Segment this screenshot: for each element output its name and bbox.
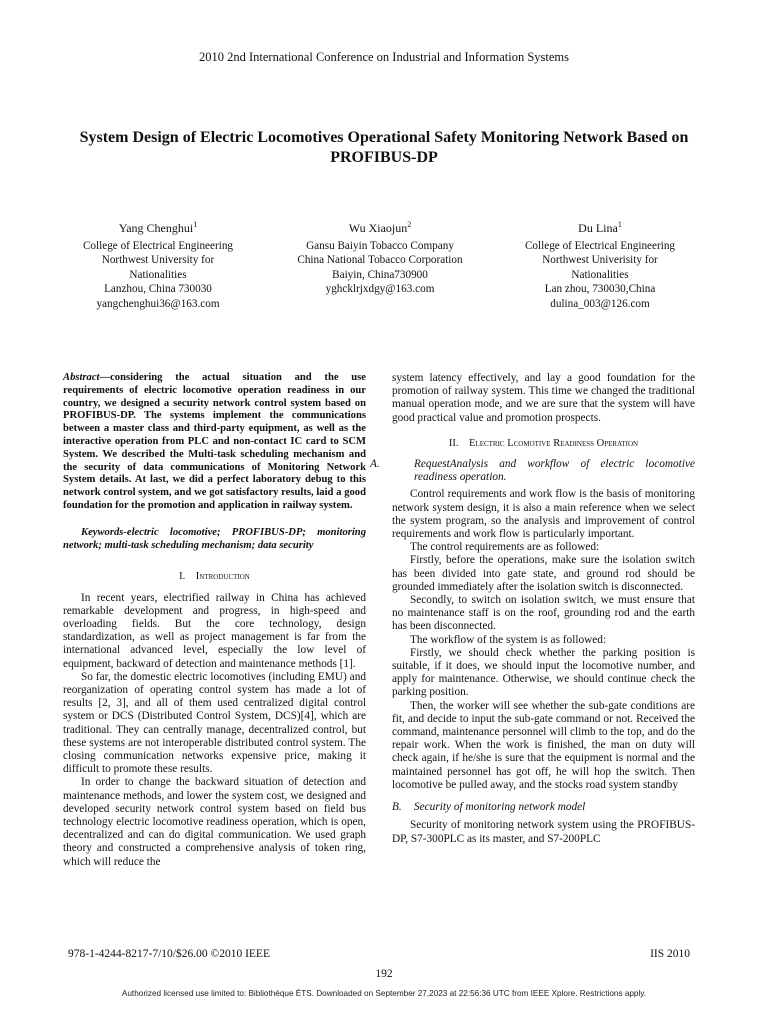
author-email: dulina_003@126.com — [550, 297, 650, 310]
author-email: yghcklrjxdgy@163.com — [325, 283, 435, 295]
abstract-text: —considering the actual situation and the use requirements of electric locomotive operation readiness in our country, we designed a security network control system based on PROFIBUS-DP. The systems implement the communications between a master class and third-party equipment, as well as the interactive operation from PLC and non-contact IC card to SCM System. We described the Multi-task scheduling mechanism and the security of data communications of Monitoring Network System details. At last, we did a perfect laboratory debug to this network control system, and we got satisfactory results, laid a good foundation for the promotion and application in railway system. — [63, 372, 366, 511]
abstract-label: Abstract — [63, 372, 100, 383]
paragraph: Control requirements and work flow is the basis of monitoring network system design, it is also a main reference when we select the system program, so the analysis and improvement of control requirements and work flow is particularly important. — [392, 488, 695, 541]
section-heading-introduction: I. Introduction — [179, 571, 250, 583]
author-name: Du Lina$^1$ — [578, 220, 622, 235]
right-column — [370, 372, 695, 846]
paragraph: In recent years, electrified railway in China has achieved remarkable development and progress, in high-speed and overloading fields. But the core technology, design standardization, as well as project management is far from the international advanced level, especially the low level of equipment, backward of detection and maintenance methods [1]. — [63, 591, 366, 670]
author-name: Yang Chenghui$^1$ — [118, 220, 198, 235]
paragraph: Firstly, we should check whether the parking position is suitable, if it does, we should input the locomotive number, and apply for maintenance. Otherwise, we should continue check the parking position. — [392, 646, 695, 699]
author-block-2 — [262, 218, 498, 297]
author-affiliation-line: Gansu Baiyin Tobacco Company — [306, 239, 454, 252]
paper-title: System Design of Electric Locomotives Operational Safety Monitoring Network Based on PROFIBUS-DP — [79, 129, 689, 166]
left-column — [63, 372, 366, 869]
paragraph: Security of monitoring network system using the PROFIBUS-DP, S7-300PLC as its master, and S7-200PLC — [392, 819, 695, 845]
keywords: Keywords-electric locomotive; PROFIBUS-DP; monitoring network; multi-task scheduling mechanism; data security — [63, 526, 366, 551]
paragraph: So far, the domestic electric locomotives (including EMU) and reorganization of operating control system has made a lot of results [2, 3], and all of them used centralized digital control system or DCS (Distributed Control System, DCS)[4], which are traditional. They can centrally manage, decentralized control, but these systems are not interoperable distributed control system. The closing communication networks expensive price, making it difficult to promote these results. — [63, 670, 366, 776]
author-name: Wu Xiaojun$^2$ — [348, 220, 412, 235]
author-address-line: Baiyin, China730900 — [332, 268, 428, 281]
paragraph: system latency effectively, and lay a good foundation for the promotion of railway system. This time we changed the traditional manual operation mode, and we are sure that the system will have good practical value and promotion prospects. — [392, 372, 695, 424]
author-block-3 — [482, 218, 718, 311]
authorized-use-notice: Authorized licensed use limited to: Bibliothèque ÉTS. Downloaded on September 27,2023 at 22:56:36 UTC from IEEE Xplore. Restrictions apply. — [121, 989, 647, 998]
paragraph: The control requirements are as followed: — [410, 541, 600, 554]
paragraph: In order to change the backward situation of detection and maintenance methods, and lower the system cost, we designed and developed security network control system based on field bus technology electric locomotive readiness operation, which is open, decentralized and can do digital communication. We used graph theory and constructed a comprehensive analysis of token ring, which will reduce the — [63, 776, 366, 868]
page-number: 192 — [375, 968, 393, 980]
author-affiliation-line: Nationalities — [129, 268, 187, 281]
author-affiliation-line: College of Electrical Engineering — [524, 239, 676, 252]
author-affiliation-line: China National Tobacco Corporation — [297, 254, 463, 266]
subsection-heading-a: A. RequestAnalysis and workflow of electric locomotive readiness operation. — [370, 458, 695, 484]
author-block-1 — [40, 218, 276, 311]
author-address-line: Lanzhou, China 730030 — [104, 283, 212, 295]
subsection-heading-b: B. Security of monitoring network model — [392, 801, 586, 814]
author-affiliation-line: Nationalities — [571, 268, 629, 281]
section-heading-readiness-operation: II. Electric Lcomotive Readiness Operation — [448, 437, 639, 449]
paragraph: Firstly, before the operations, make sure the isolation switch has been divided into gate state, and ground rod should be grounded immediately after the isolation switch is disconnected. — [392, 554, 695, 593]
paragraph: Secondly, to switch on isolation switch, we must ensure that no maintenance staff is on the roof, grounding rod and the earth has been disconnected. — [392, 594, 695, 633]
conference-code: IIS 2010 — [650, 948, 690, 960]
author-email: yangchenghui36@163.com — [96, 297, 220, 310]
paragraph: Then, the worker will see whether the sub-gate conditions are fit, and decide to input the sub-gate command or not. Received the command, maintenance personnel will climb to the top, and do the repair work. When the work is finished, the man on duty will check again, if he/she is sure that the equipment is normal and the maintained personnel has got off, he will hop the switch. Then locomotive be pulled away, and the stocks road system standby — [392, 699, 695, 791]
author-affiliation-line: College of Electrical Engineering — [82, 239, 234, 252]
conference-header: 2010 2nd International Conference on Industrial and Information Systems — [198, 50, 570, 64]
author-affiliation-line: Northwest Univerisity for — [542, 254, 658, 266]
paragraph: The workflow of the system is as followed: — [410, 633, 607, 646]
isbn-line: 978-1-4244-8217-7/10/$26.00 ©2010 IEEE — [68, 948, 270, 960]
author-address-line: Lan zhou, 730030,China — [544, 283, 656, 295]
abstract — [63, 372, 366, 513]
author-affiliation-line: Northwest University for — [101, 254, 215, 266]
